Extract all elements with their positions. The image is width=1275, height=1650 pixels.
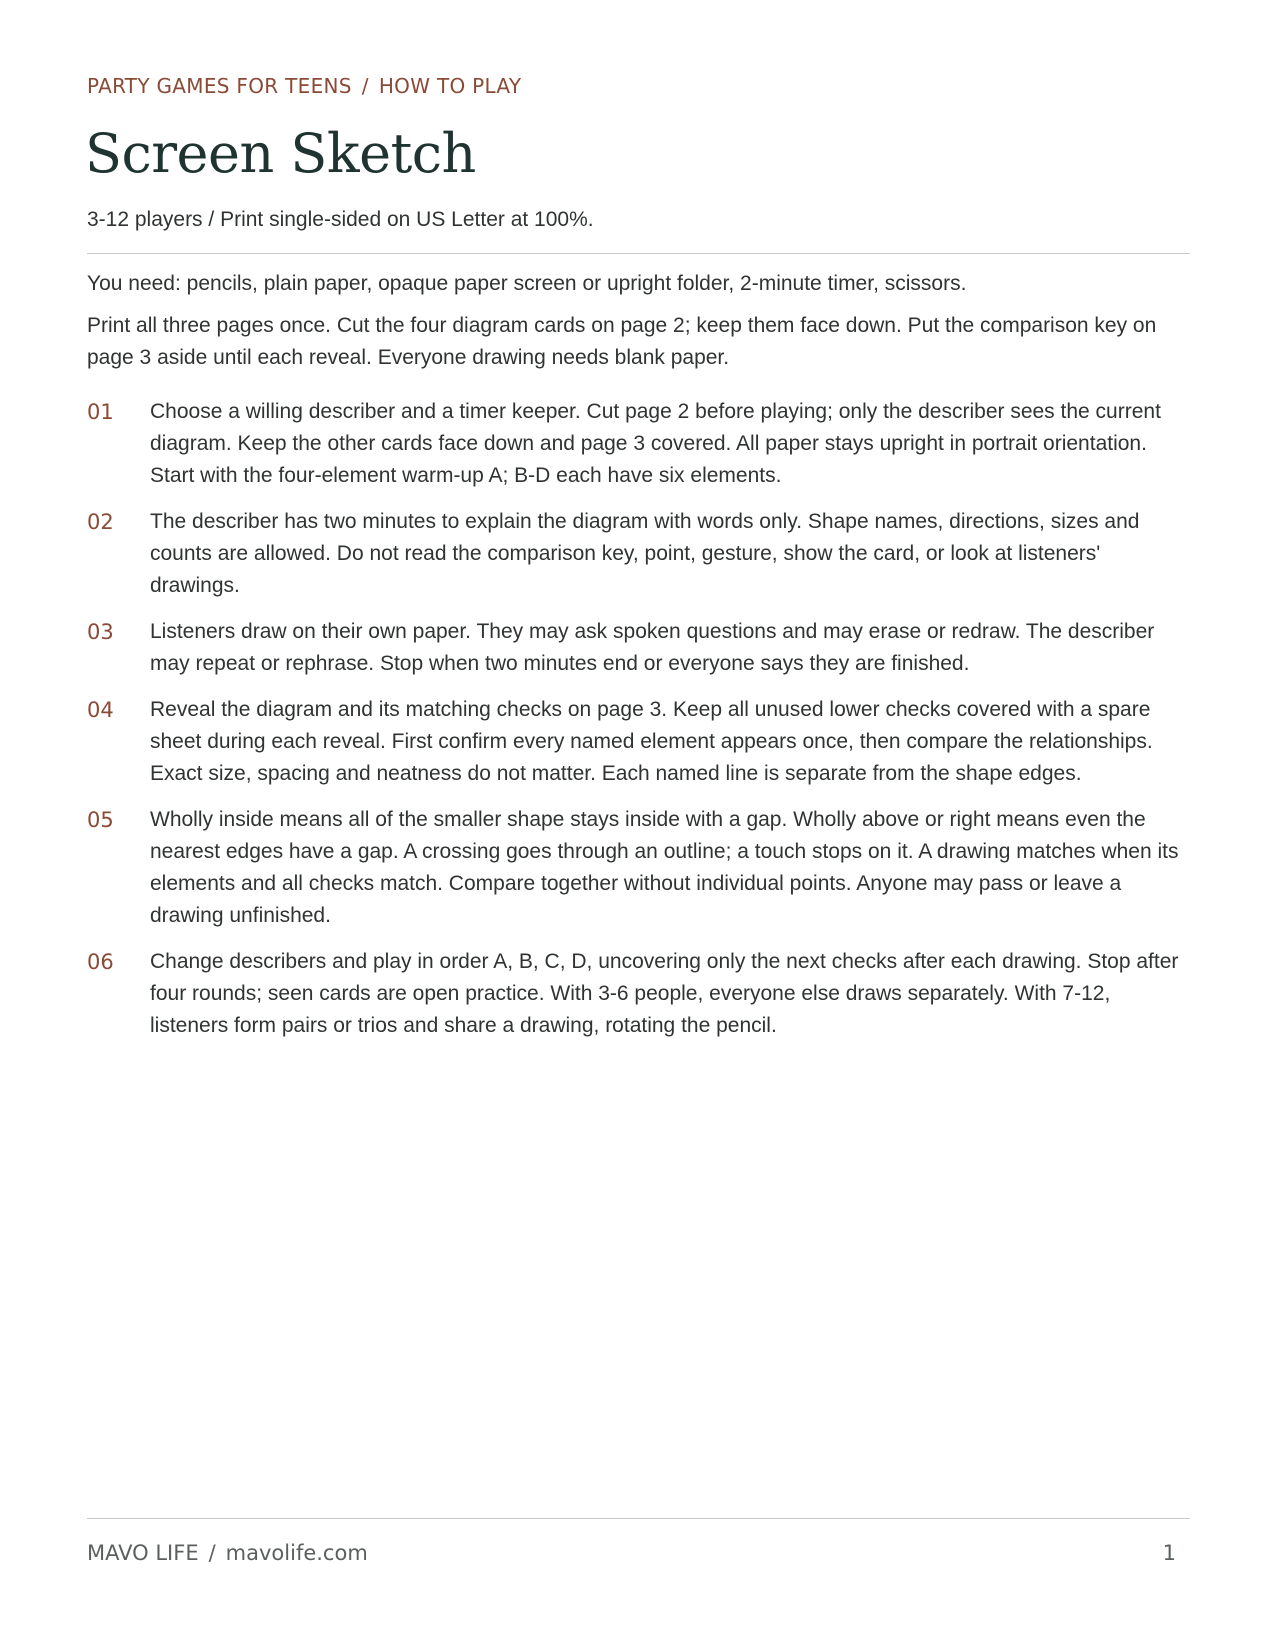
steps-list <box>87 396 1190 1056</box>
page-number: 1 <box>1162 1541 1176 1565</box>
step-item <box>87 396 1190 492</box>
step-text: Choose a willing describer and a timer keeper. Cut page 2 before playing; only the describer sees the current diagram. Keep the other cards face down and page 3 covered. All paper stays upright in portrait orientation. Start with the four-element warm-up A; B-D each have six elements. <box>150 400 1161 487</box>
step-item <box>87 804 1190 932</box>
step-number: 02 <box>87 510 114 534</box>
step-text: The describer has two minutes to explain the diagram with words only. Shape names, directions, sizes and counts are allowed. Do not read the comparison key, point, gesture, show the card, or look at listeners' drawings. <box>150 510 1140 597</box>
step-number: 05 <box>87 808 114 832</box>
setup-paragraph: Print all three pages once. Cut the four diagram cards on page 2; keep them face down. Put the comparison key on page 3 aside until each reveal. Everyone drawing needs blank paper. <box>87 314 1157 369</box>
supplies-paragraph: You need: pencils, plain paper, opaque paper screen or upright folder, 2-minute timer, scissors. <box>87 272 967 295</box>
page-title: Screen Sketch <box>85 122 476 185</box>
step-text: Listeners draw on their own paper. They may ask spoken questions and may erase or redraw. The describer may repeat or rephrase. Stop when two minutes end or everyone says they are finished. <box>150 620 1155 675</box>
intro-section <box>87 268 1190 384</box>
page-subtitle: 3-12 players / Print single-sided on US Letter at 100%. <box>87 208 594 231</box>
step-item <box>87 694 1190 790</box>
step-item <box>87 506 1190 602</box>
step-number: 03 <box>87 620 114 644</box>
breadcrumb-separator: / <box>361 74 369 98</box>
footer-divider <box>87 1518 1190 1519</box>
step-item <box>87 946 1190 1042</box>
step-number: 04 <box>87 698 114 722</box>
brand-name: MAVO LIFE <box>87 1541 199 1565</box>
document-page <box>87 0 1190 1650</box>
step-number: 01 <box>87 400 114 424</box>
breadcrumb <box>87 74 521 98</box>
step-text: Reveal the diagram and its matching checks on page 3. Keep all unused lower checks covered with a spare sheet during each reveal. First confirm every named element appears once, then compare the relationships. Exact size, spacing and neatness do not matter. Each named line is separate from the shape edges. <box>150 698 1153 785</box>
header-divider <box>87 253 1190 254</box>
breadcrumb-section: PARTY GAMES FOR TEENS <box>87 74 352 98</box>
step-item <box>87 616 1190 680</box>
step-text: Wholly inside means all of the smaller shape stays inside with a gap. Wholly above or right means even the nearest edges have a gap. A crossing goes through an outline; a touch stops on it. A drawing matches when its elements and all checks match. Compare together without individual points. Anyone may pass or leave a drawing unfinished. <box>150 808 1179 927</box>
breadcrumb-page: HOW TO PLAY <box>378 74 522 98</box>
site-url: mavolife.com <box>225 1541 368 1565</box>
step-number: 06 <box>87 950 114 974</box>
footer-separator: / <box>208 1541 216 1565</box>
step-text: Change describers and play in order A, B, C, D, uncovering only the next checks after each drawing. Stop after four rounds; seen cards are open practice. With 3-6 people, everyone else draws separately. With 7-12, listeners form pairs or trios and share a drawing, rotating the pencil. <box>150 950 1179 1037</box>
footer-brand <box>87 1541 368 1565</box>
